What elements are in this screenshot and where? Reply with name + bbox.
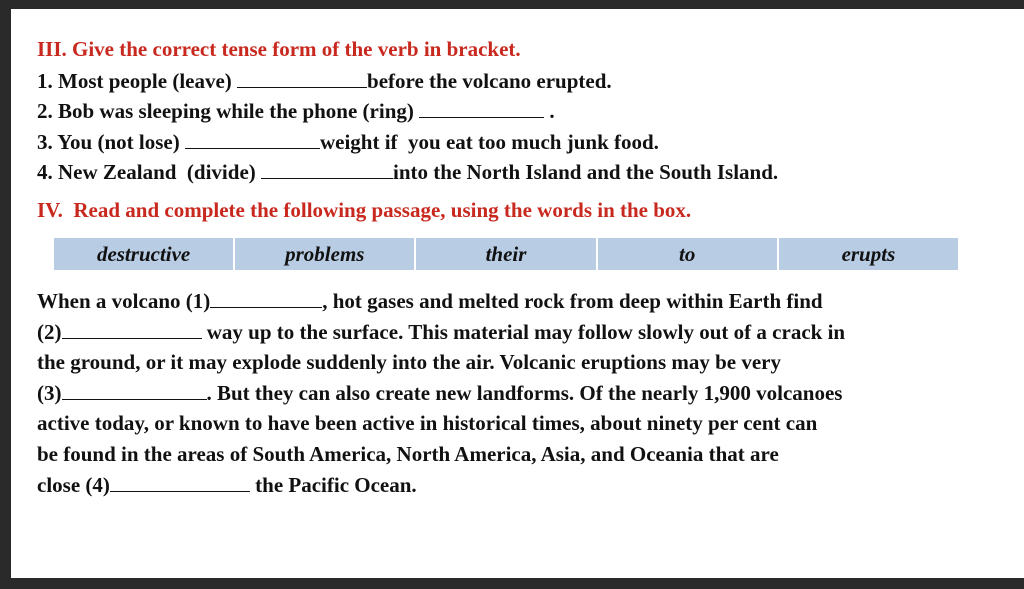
passage-text: . But they can also create new landforms. Of the nearly 1,900 volcanoes: [206, 381, 843, 405]
passage-line-7: [37, 472, 991, 498]
passage-line-4: [37, 380, 991, 406]
passage-text: , hot gases and melted rock from deep within Earth find: [322, 289, 823, 313]
word-box-item: their: [416, 238, 597, 270]
question-4-blank[interactable]: [261, 160, 393, 179]
passage-blank-4[interactable]: [110, 473, 250, 492]
section-3-heading: III. Give the correct tense form of the verb in bracket.: [37, 37, 521, 61]
word-box-item: destructive: [54, 238, 235, 270]
passage-blank-1[interactable]: [210, 289, 322, 308]
passage-blank-2[interactable]: [62, 320, 202, 339]
section-4-heading: IV. Read and complete the following passage, using the words in the box.: [37, 198, 692, 222]
word-box-item: erupts: [841, 241, 896, 266]
question-1-text: 1. Most people (leave): [37, 69, 238, 93]
passage-text: (2): [37, 320, 62, 344]
passage-line-6: be found in the areas of South America, North America, Asia, and Oceania that are: [37, 442, 779, 466]
passage-line-5: active today, or known to have been active in historical times, about ninety per cent can: [37, 411, 818, 435]
question-3-blank[interactable]: [185, 130, 320, 149]
word-box-item: to: [598, 238, 779, 270]
passage-line-3: the ground, or it may explode suddenly into the air. Volcanic eruptions may be very: [37, 350, 782, 374]
passage-text: When a volcano (1): [37, 289, 211, 313]
question-1-rest: before the volcano erupted.: [367, 69, 612, 93]
question-2-blank[interactable]: [419, 99, 544, 118]
question-3-text: 3. You (not lose): [37, 130, 185, 154]
passage-blank-3[interactable]: [62, 381, 207, 400]
passage-text: (3): [37, 381, 62, 405]
passage-text: way up to the surface. This material may follow slowly out of a crack in: [201, 320, 846, 344]
question-2-rest: .: [544, 99, 555, 123]
passage-line-2: [37, 319, 991, 345]
passage-line-1: [37, 288, 991, 314]
passage-text: close (4): [37, 473, 110, 497]
question-2: [37, 98, 555, 124]
question-4-text: 4. New Zealand (divide): [37, 160, 262, 184]
question-1-blank[interactable]: [237, 69, 367, 88]
question-4: [37, 159, 778, 185]
word-box-item: problems: [235, 238, 416, 270]
question-3-rest: weight if you eat too much junk food.: [319, 130, 659, 154]
question-3: [37, 129, 659, 155]
worksheet-slide: [11, 9, 1024, 578]
word-box: [54, 238, 958, 270]
passage-text: the Pacific Ocean.: [249, 473, 417, 497]
question-4-rest: into the North Island and the South Island.: [393, 160, 779, 184]
question-2-text: 2. Bob was sleeping while the phone (ring): [37, 99, 420, 123]
question-1: [37, 68, 612, 94]
